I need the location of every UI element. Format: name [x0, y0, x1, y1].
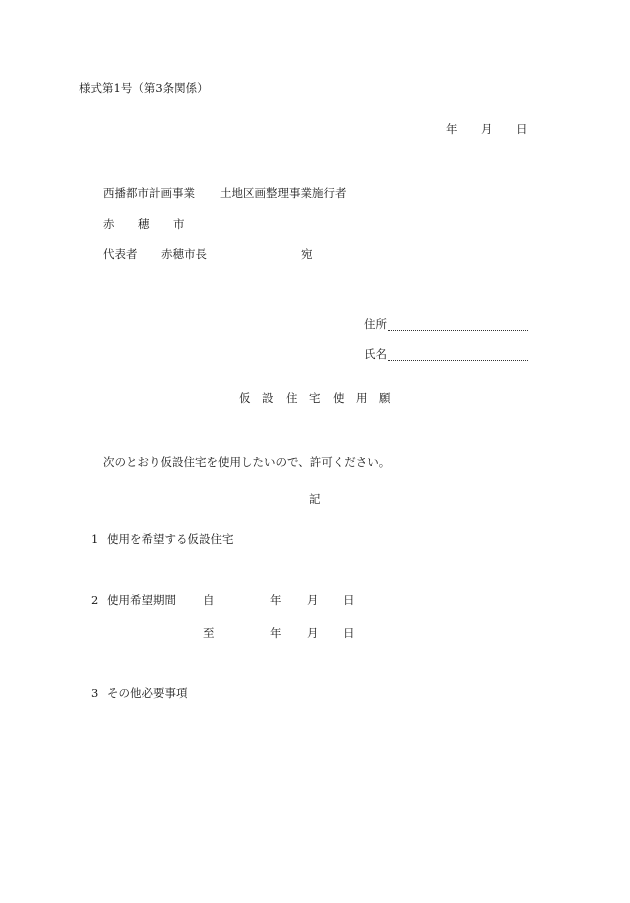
date-month-label: 月	[481, 122, 493, 136]
representative-label: 代表者	[103, 247, 138, 261]
to-day-label: 日	[343, 626, 355, 640]
from-year-label: 年	[270, 593, 282, 607]
item-1-number: 1	[91, 532, 99, 546]
from-day-label: 日	[343, 593, 355, 607]
item-3-label: その他必要事項	[107, 686, 188, 700]
representative-name: 赤穂市長	[161, 247, 207, 261]
item-2-label: 使用希望期間	[107, 593, 176, 607]
title-char-7: 願	[379, 391, 391, 405]
name-row	[364, 347, 528, 361]
item-2-number: 2	[91, 593, 99, 607]
form-id: 様式第1号（第3条関係）	[79, 81, 209, 95]
item-1-label: 使用を希望する仮設住宅	[107, 532, 234, 546]
title-char-3: 住	[286, 391, 298, 405]
address-label: 住所	[364, 317, 387, 331]
title-char-5: 使	[333, 391, 345, 405]
from-month-label: 月	[307, 593, 319, 607]
date-day-label: 日	[516, 122, 528, 136]
title-char-1: 仮	[239, 391, 251, 405]
title-char-2: 設	[262, 391, 274, 405]
period-from-label: 自	[203, 593, 215, 607]
addressee-suffix: 宛	[301, 247, 313, 261]
project-name: 西播都市計画事業	[103, 186, 195, 200]
to-month-label: 月	[307, 626, 319, 640]
address-field[interactable]	[388, 319, 528, 331]
period-to-label: 至	[203, 626, 215, 640]
address-row	[364, 317, 528, 331]
title-char-6: 用	[356, 391, 368, 405]
city-char-3: 市	[173, 217, 185, 231]
title-char-4: 宅	[309, 391, 321, 405]
executor-name: 土地区画整理事業施行者	[220, 186, 347, 200]
date-year-label: 年	[446, 122, 458, 136]
ki-heading: 記	[309, 492, 321, 506]
city-char-2: 穂	[138, 217, 150, 231]
name-label: 氏名	[364, 347, 387, 361]
body-text: 次のとおり仮設住宅を使用したいので、許可ください。	[103, 455, 391, 469]
city-char-1: 赤	[103, 217, 115, 231]
name-field[interactable]	[388, 349, 528, 361]
item-3-number: 3	[91, 686, 99, 700]
to-year-label: 年	[270, 626, 282, 640]
